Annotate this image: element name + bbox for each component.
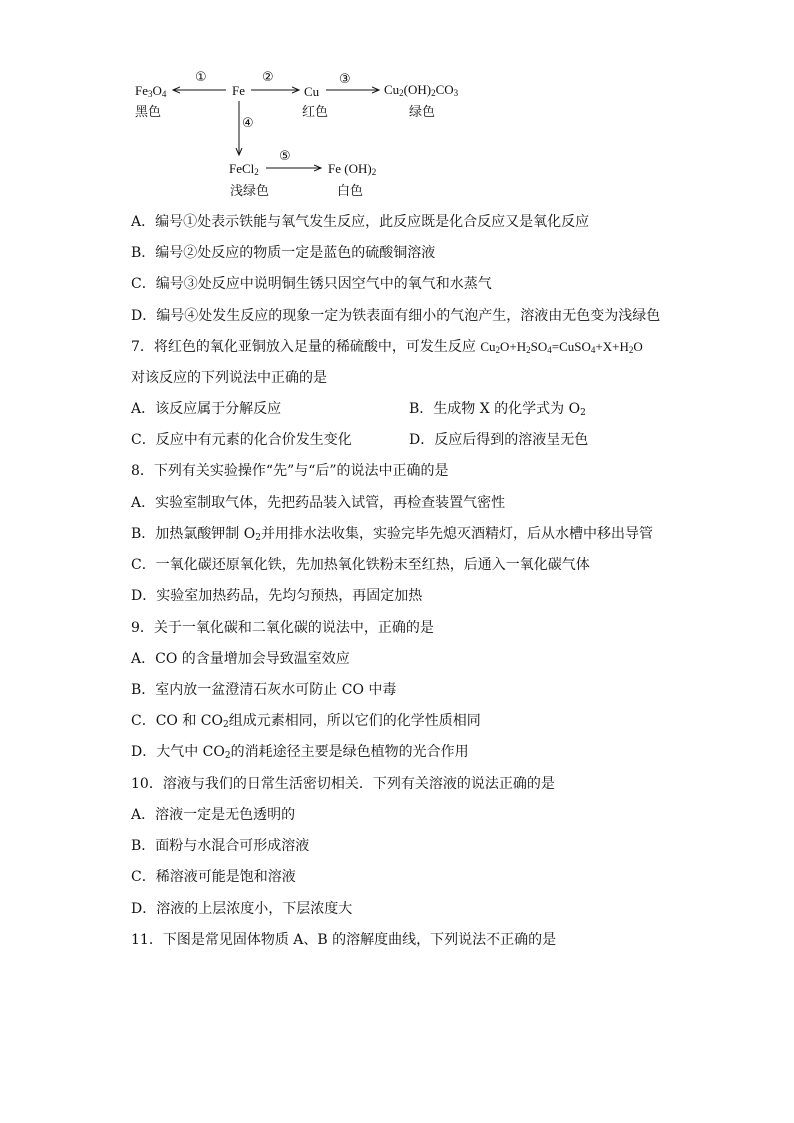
q8-option-d: D．实验室加热药品，先均匀预热，再固定加热: [131, 588, 423, 604]
arrow-3-label: ③: [339, 72, 351, 87]
q6-option-b: B．编号②处反应的物质一定是蓝色的硫酸铜溶液: [131, 245, 436, 261]
q9-option-b: B．室内放一盆澄清石灰水可防止 CO 中毒: [131, 682, 397, 698]
q10-option-d: D．溶液的上层浓度小，下层浓度大: [131, 901, 353, 917]
node-fe3o4-color: 黑色: [135, 105, 162, 120]
q6-option-a: A．编号①处表示铁能与氧气发生反应，此反应既是化合反应又是氧化反应: [131, 214, 590, 230]
node-fe: Fe: [232, 83, 245, 98]
node-fecl2: FeCl$_2$: [229, 161, 259, 177]
q7-option-b: B．生成物 X 的化学式为 $O_2$: [409, 401, 586, 418]
node-cu2oh2co3: $Cu_2(OH)_2CO_3$: [384, 82, 459, 98]
q7-equation: $Cu_2O+H_2SO_4=CuSO_4+X+H_2O$: [480, 339, 643, 355]
q10-stem: 10．溶液与我们的日常生活密切相关．下列有关溶液的说法正确的是: [131, 776, 555, 792]
arrow-5-label: ⑤: [279, 149, 291, 164]
node-cu: Cu: [304, 84, 320, 99]
q10-option-b: B．面粉与水混合可形成溶液: [131, 838, 310, 854]
diagram-arrows: [0, 0, 794, 200]
q6-option-c: C．编号③处反应中说明铜生锈只因空气中的氧气和水蒸气: [131, 276, 492, 292]
node-feoh2-color: 白色: [337, 184, 364, 199]
q6-option-d: D．编号④处发生反应的现象一定为铁表面有细小的气泡产生，溶液由无色变为浅绿色: [131, 308, 661, 324]
q7-stem-line1: 7．将红色的氧化亚铜放入足量的稀硫酸中，可发生反应 $Cu_2O+H_2SO_4=CuSO_4+X+H_2O$: [131, 339, 643, 355]
q7-option-d: D．反应后得到的溶液呈无色: [409, 432, 589, 448]
node-feoh2: Fe $(OH)_2$: [328, 161, 377, 177]
node-cu-color: 红色: [302, 105, 329, 120]
arrow-4-label: ④: [242, 116, 254, 131]
q8-stem: 8．下列有关实验操作“先”与“后”的说法中正确的是: [131, 463, 449, 479]
q7-option-c: C．反应中有元素的化合价发生变化: [131, 432, 352, 448]
q9-option-d: D．大气中 $CO_2$的消耗途径主要是绿色植物的光合作用: [131, 744, 469, 761]
q8-option-b: B．加热氯酸钾制 $O_2$并用排水法收集，实验完毕先熄灭酒精灯，后从水槽中移出导管: [131, 526, 653, 543]
node-cu2oh2co3-color: 绿色: [409, 105, 436, 120]
q10-option-c: C．稀溶液可能是饱和溶液: [131, 869, 296, 885]
node-fecl2-color: 浅绿色: [230, 184, 270, 199]
q8-option-c: C．一氧化碳还原氧化铁，先加热氧化铁粉末至红热，后通入一氧化碳气体: [131, 557, 590, 573]
q9-option-c: C．CO 和 $CO_2$组成元素相同，所以它们的化学性质相同: [131, 713, 481, 730]
q7-stem-line2: 对该反应的下列说法中正确的是: [131, 370, 327, 386]
node-fe3o4: $Fe_3O_4$: [135, 83, 167, 99]
q7-option-a: A．该反应属于分解反应: [131, 401, 282, 417]
arrow-1-label: ①: [195, 70, 207, 85]
q9-stem: 9．关于一氧化碳和二氧化碳的说法中，正确的是: [131, 620, 434, 636]
arrow-2-label: ②: [262, 70, 274, 85]
q8-option-a: A．实验室制取气体，先把药品装入试管，再检查装置气密性: [131, 495, 506, 511]
q11-stem: 11．下图是常见固体物质 A、B 的溶解度曲线，下列说法不正确的是: [131, 932, 557, 948]
q9-option-a: A．CO 的含量增加会导致温室效应: [131, 651, 350, 667]
q10-option-a: A．溶液一定是无色透明的: [131, 807, 296, 823]
